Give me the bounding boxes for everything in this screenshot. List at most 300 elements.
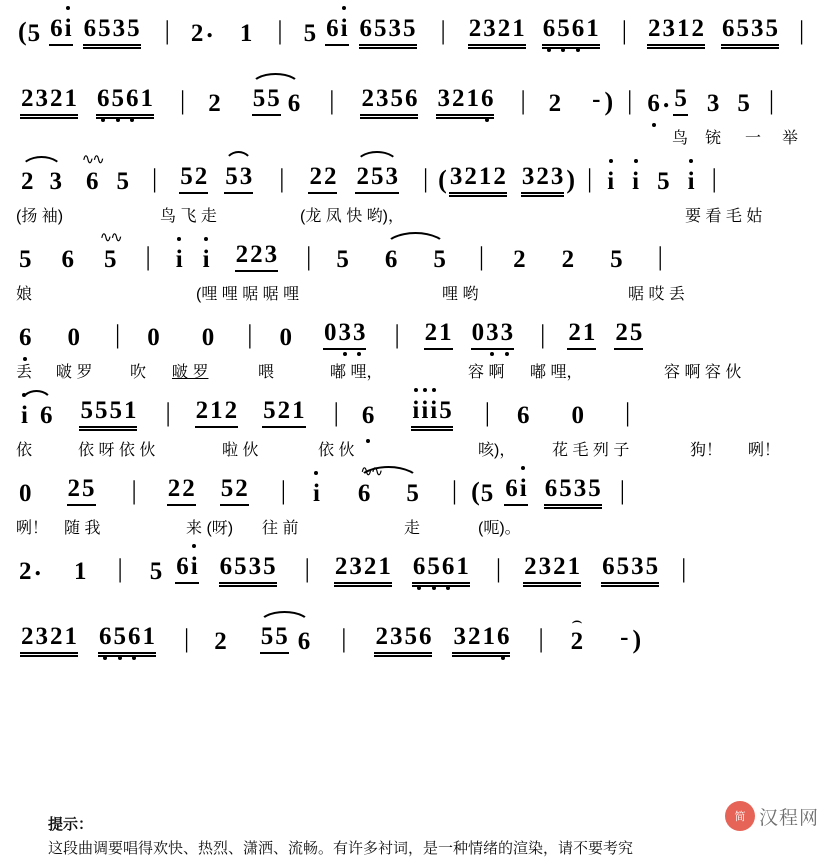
note: 5 [765,15,778,42]
lyric: 咧！ [16,520,49,537]
note: 2 [214,628,227,655]
note: 2 [375,623,388,650]
rest: 0 [279,324,292,351]
measure [568,611,642,655]
note-group [250,86,302,116]
measure [18,398,139,428]
rest: 0 [19,480,32,507]
lyric: 咳)， [478,442,516,459]
note: 6 [505,475,518,502]
barline: | [587,164,593,193]
barline: | [145,242,151,271]
lyric: 啵 罗 [172,364,209,381]
note-group [175,554,198,584]
note: i [421,397,429,424]
note-group [98,624,156,654]
note: 3 [483,15,496,42]
duration-dash: - [592,86,601,113]
lyric: (哩 哩 啹 啹 哩 [196,286,300,303]
note: 5 [645,553,659,580]
barline: | [624,398,631,427]
lyric: 随 我 [64,520,101,537]
barline: | [306,242,312,271]
note: 5 [433,246,446,273]
note: 2 [250,241,263,268]
note-group [601,554,659,584]
note: 3 [338,319,351,346]
note: 6 [61,246,74,273]
note: 2 [524,553,537,580]
note: 5 [19,246,32,273]
note: 2 [323,163,337,190]
note: 5 [616,553,630,580]
lyric: (扬 袖) [16,208,64,225]
lyric: 咧！ [748,442,781,459]
note: 5 [98,15,111,42]
barline: | [152,164,158,193]
note: 5 [404,623,417,650]
barline: | [681,554,687,583]
note: 5 [252,85,266,112]
note-group [308,164,337,194]
note: 1 [482,623,495,650]
note: 5 [557,15,570,42]
note-group [99,230,121,273]
note: 2 [67,475,80,502]
measure [361,398,455,428]
notation-line-8 [0,538,827,584]
note: 2 [277,397,291,424]
note: 3 [264,241,278,268]
note: 5 [127,15,140,42]
lyric: 娘 [16,286,33,303]
barline: | [333,398,339,427]
barline: | [247,320,253,349]
lyric-row-1 [0,46,827,70]
augmentation-dot: . [662,84,670,113]
lyric-row-6 [0,428,827,460]
note: 6 [50,15,63,42]
barline: | [657,242,663,271]
note: 1 [567,553,581,580]
measure [213,624,313,654]
note: 5 [406,480,419,507]
note: 5 [336,246,349,273]
note: 3 [437,85,450,112]
rest: 0 [571,402,584,429]
note: i [190,553,198,580]
notation-line-4 [0,226,827,272]
note: 3 [538,553,552,580]
measure [146,325,215,350]
lyric: 依 呀 依 伙 [78,442,156,459]
note: 1 [378,553,391,580]
note-group [235,242,279,272]
measure [27,16,143,46]
note: i [340,15,348,42]
note: 3 [35,623,48,650]
lyric: 啦 伙 [222,442,259,459]
note: 2 [493,163,506,190]
lyric: 鸟 飞 走 [160,208,217,225]
note-group [471,320,515,350]
note-group [79,398,137,428]
note: 3 [662,15,675,42]
note: 6 [19,324,32,351]
lyric: 哩 哟 [442,286,479,303]
note: 5 [263,397,276,424]
barline: | [495,554,502,583]
rest: 0 [147,324,160,351]
barline: | [711,164,717,193]
footer-text: 这段曲调要唱得欢快、热烈、潇洒、流畅。有许多衬词，是一种情绪的渲染，请不要考究 [48,840,634,857]
lyric: 喂 [258,364,275,381]
measure [18,624,158,654]
note: 5 [559,475,572,502]
measure [312,464,422,507]
lyric: 嘟 哩， [330,364,383,381]
note: 2 [235,475,248,502]
note: 2 [167,475,181,502]
note: 5 [263,553,276,580]
barline: | [184,624,190,653]
note: 5 [427,553,440,580]
close-paren: ) [566,165,575,194]
note: 2 [50,85,63,112]
measure [18,325,81,350]
note: 5 [104,246,117,273]
note-group [359,16,417,46]
note: 3 [35,85,48,112]
watermark [725,801,819,831]
note: 1 [582,319,596,346]
note: 3 [706,90,720,117]
note: 2 [553,553,566,580]
note: 5 [480,480,494,507]
note: 3 [486,319,499,346]
measure [306,164,401,194]
note: 6 [126,85,139,112]
note: 2 [451,85,465,112]
note-group [220,476,249,506]
barline: | [540,320,546,349]
duration-dash: - [620,624,629,651]
measure [471,476,604,506]
lyric: 依 [16,442,33,459]
barline: | [451,476,458,505]
lyric: 容 啊 [468,364,505,381]
measure [190,14,254,46]
measure [165,476,251,506]
note: 3 [248,553,262,580]
note: 2 [497,15,511,42]
lyric-row-8 [0,584,827,608]
note: 2 [21,85,34,112]
measure [548,86,614,116]
lyric: 嘟 哩， [530,364,583,381]
note: 5 [390,85,403,112]
note: 2 [570,628,584,655]
note-group [544,476,602,506]
lyric-row-2 [0,116,827,148]
note: 6 [544,475,558,502]
note: 5 [737,90,750,117]
barline: | [394,320,400,349]
note: 1 [439,319,452,346]
note: 6 [97,85,110,112]
note: 2 [561,246,575,273]
note: 6 [297,628,311,655]
note-group [262,398,306,428]
note: 1 [64,623,77,650]
note-group [504,476,527,506]
note-group [179,164,208,194]
barline: | [115,320,121,349]
note: 1 [74,558,87,585]
note: 2 [334,553,348,580]
measure [516,403,585,428]
note: 5 [180,163,193,190]
barline: | [538,624,544,653]
note: 6 [287,90,301,117]
barline: | [520,86,526,115]
note: 2 [19,558,32,585]
barline: | [131,476,137,505]
note: 5 [610,246,623,273]
note-group [20,169,63,194]
lyric: (龙 凤 快 哟)， [300,208,404,225]
measure [332,554,472,584]
measure [645,16,781,46]
note: 6 [128,623,141,650]
measure [18,476,98,506]
note: 1 [123,397,137,424]
note: 2 [464,163,477,190]
note-group [468,16,526,46]
note: 5 [225,163,238,190]
note-group [436,86,494,116]
note: 2 [182,475,195,502]
note-group [20,86,78,116]
note: 1 [676,15,690,42]
note-group [20,403,53,428]
measure [521,554,661,584]
measure [18,86,156,116]
measure [358,86,496,116]
open-paren: ( [438,165,447,194]
lyric: 啹 哎 丢 [628,286,685,303]
rest: 0 [201,324,215,351]
note-group [357,464,420,507]
note: 5 [736,15,749,42]
lyric: 举 [782,130,799,147]
note: 6 [721,15,735,42]
note-group [260,624,289,654]
note: 5 [149,558,163,585]
note-group [523,554,581,584]
note: 2 [50,623,63,650]
lyric: 花 毛 列 子 [552,442,630,459]
note: 1 [210,397,223,424]
barline: | [341,624,347,653]
note: 6 [359,15,373,42]
note: 2 [468,15,482,42]
notation-line-1 [0,0,827,46]
augmentation-dot: . [34,552,41,581]
barline: | [117,554,123,583]
note: 2 [21,168,34,195]
note: i [202,246,210,273]
lyric: 鸟 [672,130,689,147]
barline: | [478,242,485,271]
lyric: 吹 [130,364,147,381]
note: 5 [220,475,234,502]
note: 5 [109,397,122,424]
notation-line-5 [0,304,827,350]
lyric: 来 (呀) [186,520,234,537]
note: 1 [512,15,525,42]
note: 2 [190,20,204,47]
note: 2 [21,623,34,650]
measure [207,86,303,116]
barline: | [798,16,805,45]
note: 1 [64,85,77,112]
note-group [424,320,453,350]
note: 2 [356,163,369,190]
note: 5 [113,623,126,650]
note: 6 [219,553,233,580]
measure [606,169,695,194]
note: i [632,168,640,195]
note: 2 [363,553,377,580]
lyric: 一 [745,130,762,147]
note-group [521,164,565,194]
vibrato-icon: ∿∿ [99,230,121,246]
measure [512,247,624,272]
note: 3 [349,553,362,580]
lyric: 丢 [16,364,33,381]
note: 6 [39,402,53,429]
lyric: (呃)。 [478,520,521,537]
note: 5 [260,623,274,650]
note: 3 [521,163,535,190]
note-group [252,86,281,116]
note: 3 [453,623,466,650]
rest: 0 [323,319,337,346]
note: i [21,402,28,429]
barline: | [440,16,446,45]
measure [438,164,575,194]
note: 3 [750,15,764,42]
note: 5 [588,475,601,502]
rest: 0 [67,324,80,351]
note: i [412,397,420,424]
notation-line-6 [0,382,827,428]
measure [193,398,308,428]
note: 2 [361,85,374,112]
open-paren: ( [471,477,480,506]
note: 2 [208,90,221,117]
note: 2 [309,163,322,190]
note: 5 [657,168,670,195]
note: 1 [456,553,469,580]
rest: 0 [471,319,485,346]
note-group [258,624,312,654]
note: 6 [83,15,97,42]
lyric: 依 伙 [318,442,355,459]
barline: | [304,554,310,583]
note-group [452,624,510,654]
open-paren: ( [18,17,27,46]
lyric-row-4 [0,272,827,304]
note: 5 [94,397,108,424]
note: 3 [375,85,389,112]
note: 2 [195,397,209,424]
lyric-row-5 [0,350,827,382]
close-paren: ) [632,625,642,654]
measure [18,230,121,273]
note-group [49,16,72,46]
note: 2 [647,15,661,42]
note: 3 [573,475,587,502]
note: 5 [80,397,93,424]
measure [177,164,255,194]
note: 3 [500,319,514,346]
measure [335,247,449,272]
lyric: 要 看 毛 姑 [685,208,763,225]
measure [422,320,517,350]
lyric-row-7 [0,506,827,538]
watermark-text: 汉程网 [758,807,819,829]
note: 5 [673,86,688,116]
note-group [219,554,277,584]
footer-note [48,813,808,861]
measure [372,624,512,654]
note: 2 [224,397,238,424]
lyric: 啵 罗 [56,364,93,381]
note: 2 [235,241,249,268]
note: 3 [389,623,403,650]
note-group [384,247,447,272]
note: 6 [384,246,398,273]
lyric: 走 [404,520,421,537]
note: 6 [647,90,660,117]
note: 3 [550,163,564,190]
note-group [721,16,779,46]
note: 1 [586,15,599,42]
note: 2 [568,319,581,346]
note-group [20,624,78,654]
notation-line-9 [0,608,827,654]
note: 3 [112,15,126,42]
note: i [312,480,320,507]
note: 5 [82,475,95,502]
note-group [334,554,392,584]
note: 3 [631,553,644,580]
note: 5 [403,15,416,42]
footer-label: 提示： [48,816,94,833]
note: 1 [478,163,492,190]
note-group [411,398,452,428]
note: 3 [49,168,62,195]
note: 6 [357,480,371,507]
note-group [81,152,103,195]
measure [18,552,88,584]
note: 6 [99,623,112,650]
note: 2 [548,90,562,117]
note: 1 [466,85,479,112]
note: 1 [292,397,305,424]
